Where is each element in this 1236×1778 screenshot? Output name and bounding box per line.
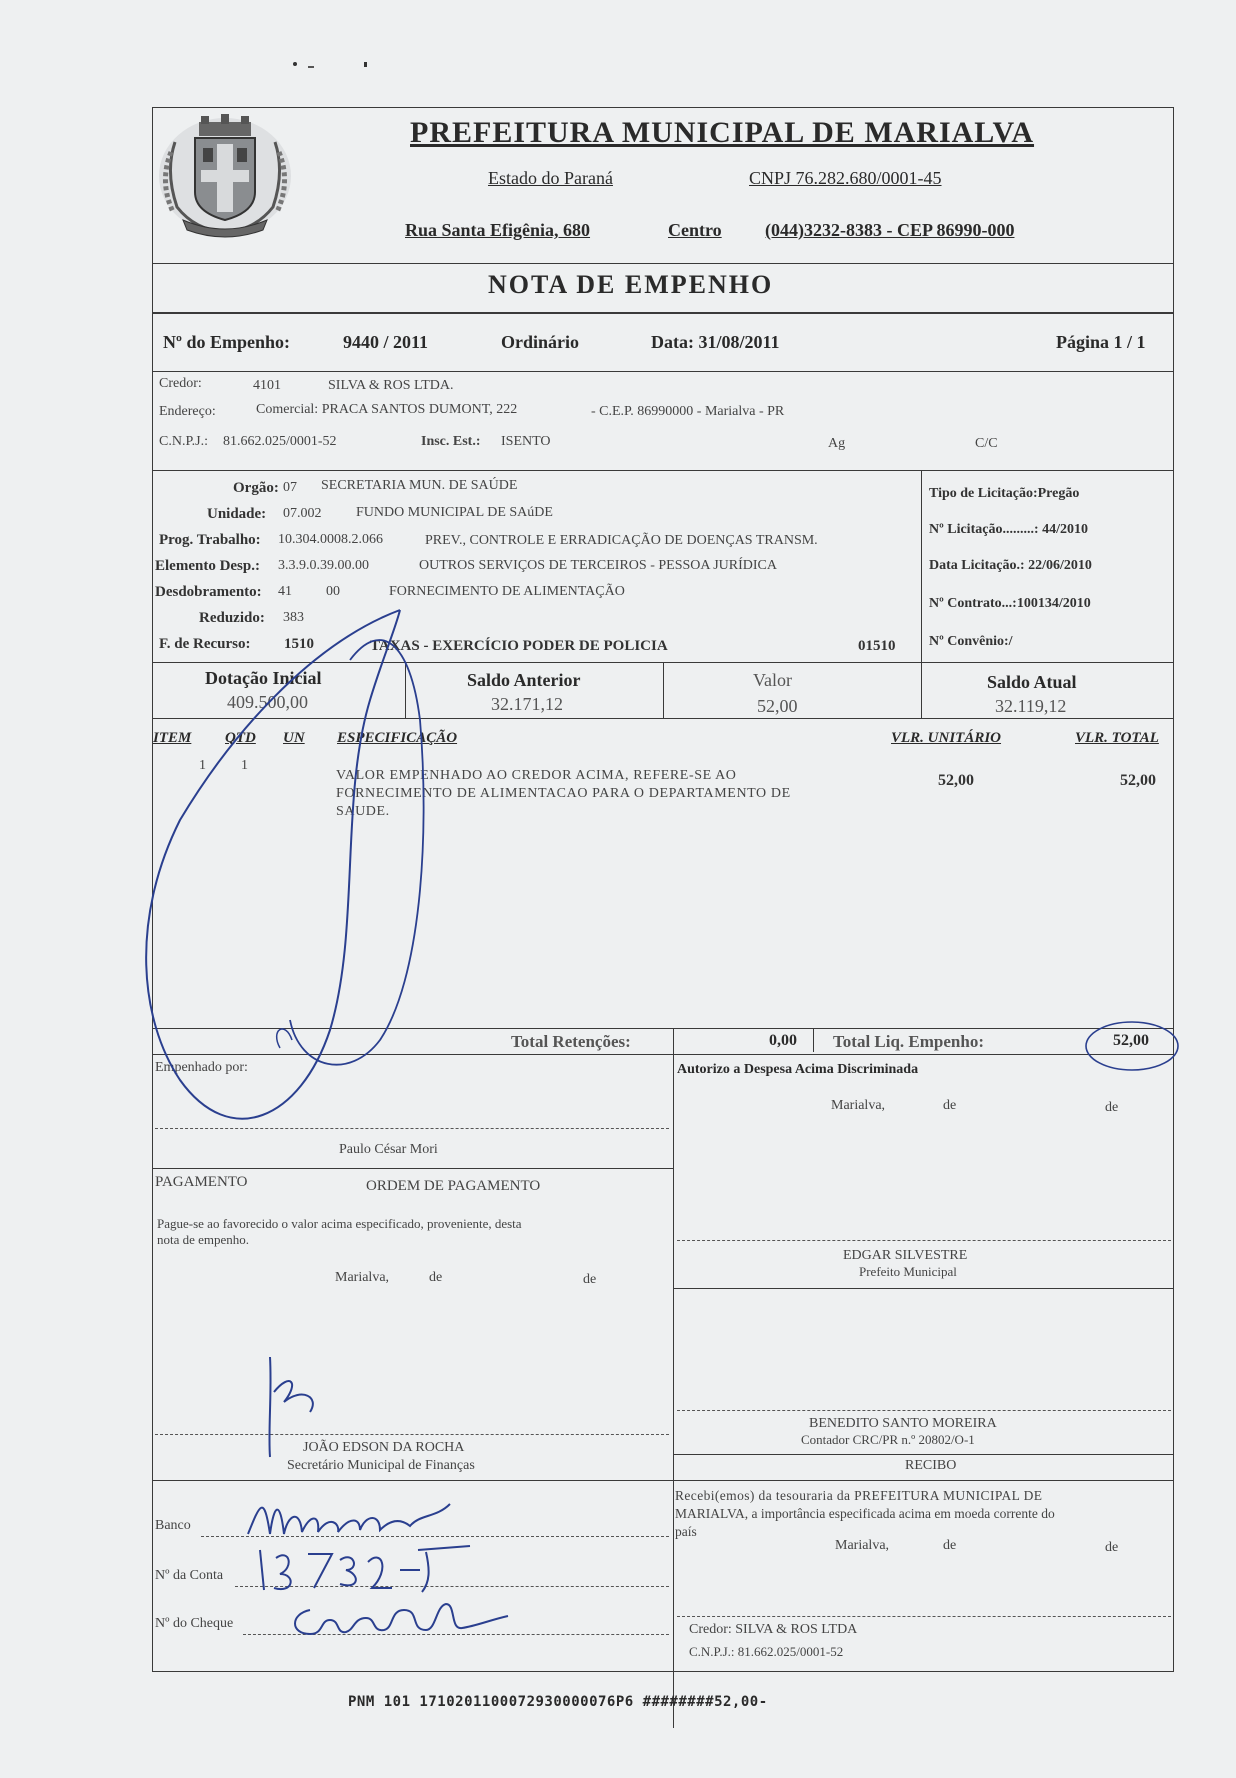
contador-name: BENEDITO SANTO MOREIRA <box>809 1416 997 1431</box>
handwritten-signature <box>250 1352 340 1462</box>
elemento-label: Elemento Desp.: <box>155 558 260 574</box>
orgao-label: Orgão: <box>233 480 279 496</box>
fonte-recurso-name: TAXAS - EXERCÍCIO PODER DE POLICIA <box>370 638 668 654</box>
credor-name: SILVA & ROS LTDA. <box>328 378 454 393</box>
scan-speck <box>364 62 367 67</box>
items-col-spec: ESPECIFICAÇÃO <box>337 730 458 746</box>
item-qty: 1 <box>241 758 248 773</box>
orgao-code: 07 <box>283 480 297 495</box>
credor-label: Credor: <box>159 376 202 391</box>
empenho-date: Data: 31/08/2011 <box>651 332 780 352</box>
numero-contrato: Nº Contrato...:100134/2010 <box>929 596 1091 611</box>
footer-code: PNM 101 1710201100072930000076P6 ########52,00- <box>348 1694 768 1710</box>
credor-cnpj-label: C.N.P.J.: <box>159 434 209 449</box>
recibo-credor: Credor: SILVA & ROS LTDA <box>689 1622 858 1637</box>
numero-convenio: Nº Convênio:/ <box>929 634 1013 649</box>
autorizo-de: de <box>1105 1100 1119 1115</box>
item-spec-line: VALOR EMPENHADO AO CREDOR ACIMA, REFERE-SE AO <box>336 768 737 783</box>
secretario-name: JOÃO EDSON DA ROCHA <box>303 1440 465 1455</box>
page-number: Página 1 / 1 <box>1056 332 1146 352</box>
unidade-label: Unidade: <box>207 506 267 522</box>
tipo-licitacao: Tipo de Licitação:Pregão <box>929 486 1080 501</box>
item-number: 1 <box>199 758 206 773</box>
saldo-anterior-label: Saldo Anterior <box>467 670 581 690</box>
recibo-city: Marialva, <box>835 1538 890 1553</box>
address-district: Centro <box>668 220 722 240</box>
pague-text: Pague-se ao favorecido o valor acima especificado, proveniente, desta <box>157 1216 522 1231</box>
items-col-item: ITEM <box>153 730 192 746</box>
pague-text: nota de empenho. <box>157 1232 250 1247</box>
recibo-de: de <box>1105 1540 1119 1555</box>
total-liq-label: Total Liq. Empenho: <box>833 1032 984 1051</box>
empenho-type: Ordinário <box>501 332 580 352</box>
empenho-number-value: 9440 / 2011 <box>343 332 429 352</box>
desdobramento-code: 41 <box>278 584 292 599</box>
handwritten-signature <box>120 600 600 1160</box>
endereco-cep: - C.E.P. 86990000 - Marialva - PR <box>591 404 785 419</box>
item-spec-line: FORNECIMENTO DE ALIMENTACAO PARA O DEPARTAMENTO DE <box>336 786 791 801</box>
item-spec-line: SAUDE. <box>336 804 390 819</box>
total-retencoes-label: Total Retenções: <box>511 1032 631 1051</box>
autorizo-city: Marialva, <box>831 1098 886 1113</box>
total-retencoes-value: 0,00 <box>769 1032 797 1049</box>
document-title: NOTA DE EMPENHO <box>488 270 774 299</box>
recibo-label: RECIBO <box>905 1458 957 1473</box>
prefeito-name: EDGAR SILVESTRE <box>843 1248 968 1263</box>
desdobramento-label: Desdobramento: <box>155 584 262 600</box>
circled-total-mark <box>1082 1018 1182 1074</box>
empenho-number-label: Nº do Empenho: <box>163 332 290 352</box>
municipality-title: PREFEITURA MUNICIPAL DE MARIALVA <box>410 116 1035 149</box>
numero-licitacao: Nº Licitação.........: 44/2010 <box>929 522 1088 537</box>
address-street: Rua Santa Efigênia, 680 <box>405 220 591 240</box>
insc-est-label: Insc. Est.: <box>421 434 481 449</box>
dotacao-inicial-value: 409.500,00 <box>227 692 308 712</box>
items-col-unit: VLR. UNITÁRIO <box>891 730 1002 746</box>
ordem-de: de <box>583 1272 597 1287</box>
endereco-value: Comercial: PRACA SANTOS DUMONT, 222 <box>256 402 518 417</box>
empenhado-name: Paulo César Mori <box>339 1142 438 1157</box>
reduzido-value: 383 <box>283 610 304 625</box>
conta-label: Nº da Conta <box>155 1568 224 1583</box>
item-total-value: 52,00 <box>1120 772 1156 789</box>
items-col-un: UN <box>283 730 305 746</box>
saldo-atual-label: Saldo Atual <box>987 672 1077 692</box>
scan-speck <box>293 62 297 66</box>
saldo-atual-value: 32.119,12 <box>995 696 1067 716</box>
data-licitacao: Data Licitação.: 22/06/2010 <box>929 558 1092 573</box>
scan-speck <box>308 66 314 68</box>
fonte-recurso-label: F. de Recurso: <box>159 636 251 652</box>
contador-title: Contador CRC/PR n.º 20802/O-1 <box>801 1432 975 1447</box>
recibo-cnpj: C.N.P.J.: 81.662.025/0001-52 <box>689 1644 844 1659</box>
cheque-label: Nº do Cheque <box>155 1616 234 1631</box>
address-phone-cep: (044)3232-8383 - CEP 86990-000 <box>765 220 1015 240</box>
valor-value: 52,00 <box>757 696 798 716</box>
credor-cnpj-value: 81.662.025/0001-52 <box>223 434 337 449</box>
prog-trabalho-label: Prog. Trabalho: <box>159 532 261 548</box>
recibo-text: Recebi(emos) da tesouraria da PREFEITURA MUNICIPAL DE <box>675 1488 1043 1503</box>
fonte-recurso-code: 1510 <box>284 636 314 652</box>
desdobramento-name: FORNECIMENTO DE ALIMENTAÇÃO <box>389 584 625 599</box>
autorizo-de: de <box>943 1098 957 1113</box>
recibo-de: de <box>943 1538 957 1553</box>
ordem-city: Marialva, <box>335 1270 390 1285</box>
pagamento-label: PAGAMENTO <box>155 1174 248 1190</box>
ordem-pagamento-label: ORDEM DE PAGAMENTO <box>366 1178 541 1194</box>
agency-label: Ag <box>828 436 846 451</box>
fonte-recurso-number: 01510 <box>858 638 896 654</box>
elemento-name: OUTROS SERVIÇOS DE TERCEIROS - PESSOA JURÍDICA <box>419 558 778 573</box>
ordem-de: de <box>429 1270 443 1285</box>
prog-trabalho-name: PREV., CONTROLE E ERRADICAÇÃO DE DOENÇAS TRANSM. <box>425 533 818 548</box>
handwritten-cheque-number <box>280 1590 520 1650</box>
prog-trabalho-code: 10.304.0008.2.066 <box>278 532 383 547</box>
saldo-anterior-value: 32.171,12 <box>491 694 563 714</box>
endereco-label: Endereço: <box>159 404 216 419</box>
recibo-text: país <box>675 1524 697 1539</box>
prefeito-title: Prefeito Municipal <box>859 1264 957 1279</box>
unidade-name: FUNDO MUNICIPAL DE SAúDE <box>356 505 553 520</box>
empenhado-label: Empenhado por: <box>155 1060 248 1075</box>
items-col-qtd: QTD <box>225 730 256 746</box>
desdobramento-sub: 00 <box>326 584 340 599</box>
item-unit-value: 52,00 <box>938 772 974 789</box>
recibo-text: MARIALVA, a importância especificada acima em moeda corrente do <box>675 1506 1055 1521</box>
account-label: C/C <box>975 436 998 451</box>
items-col-total: VLR. TOTAL <box>1075 730 1159 746</box>
insc-est-value: ISENTO <box>501 434 551 449</box>
valor-label: Valor <box>753 670 792 690</box>
municipality-cnpj: CNPJ 76.282.680/0001-45 <box>749 168 942 188</box>
dotacao-inicial-label: Dotação Inicial <box>205 668 322 688</box>
orgao-name: SECRETARIA MUN. DE SAÚDE <box>321 478 518 493</box>
total-liq-value: 52,00 <box>1113 1032 1149 1049</box>
coat-of-arms-icon <box>155 112 295 240</box>
secretario-title: Secretário Municipal de Finanças <box>287 1458 475 1473</box>
credor-code: 4101 <box>253 378 281 393</box>
state-label: Estado do Paraná <box>488 168 613 188</box>
banco-label: Banco <box>155 1518 191 1533</box>
elemento-code: 3.3.9.0.39.00.00 <box>278 558 369 573</box>
reduzido-label: Reduzido: <box>199 610 265 626</box>
autorizo-label: Autorizo a Despesa Acima Discriminada <box>677 1062 919 1077</box>
unidade-code: 07.002 <box>283 506 322 521</box>
